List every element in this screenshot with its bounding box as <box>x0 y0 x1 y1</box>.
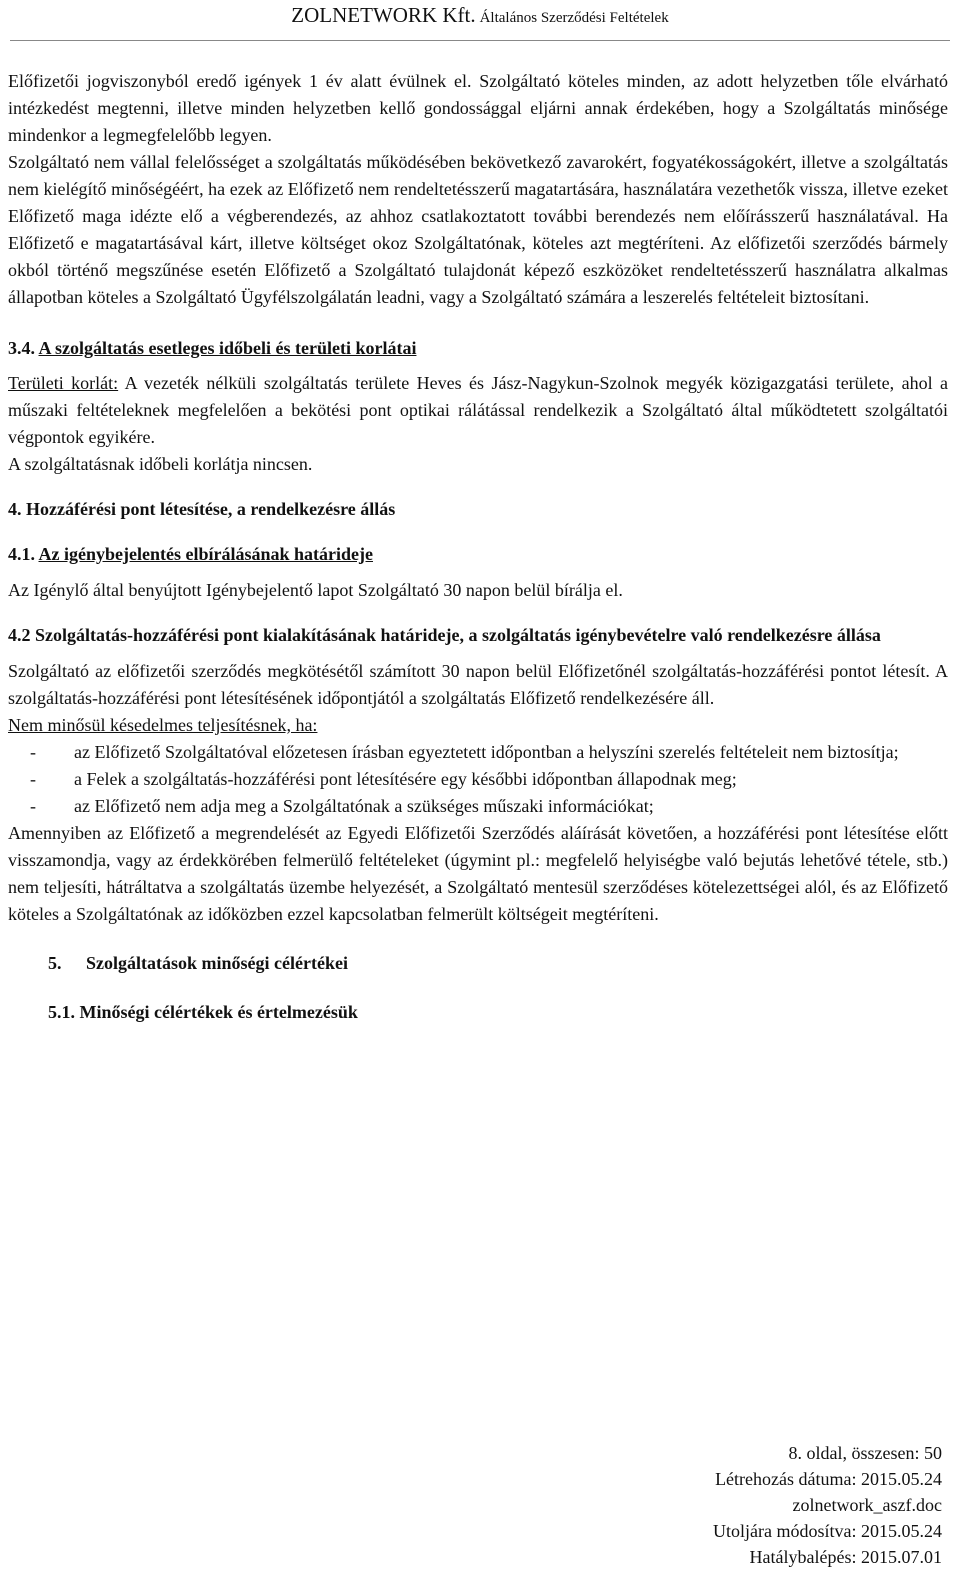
paragraph-not-delay: Nem minősül késedelmes teljesítésnek, ha: <box>8 715 318 735</box>
list-item-text: a Felek a szolgáltatás-hozzáférési pont létesítésére egy későbbi időpontban állapodnak meg; <box>74 769 737 789</box>
heading-3-4-number: 3.4. <box>8 338 35 358</box>
paragraph-cancellation: Amennyiben az Előfizető a megrendelését az Egyedi Előfizetői Szerződés aláírását követően, a hozzáférési pont létesítése előtt visszamondja, vagy az érdekkörében felmerülő feltételeket (úgymint pl.: megfelelő helyiségbe való bejutás lehetővé tétele, stb.) nem teljesíti, hátráltatva a szolgáltatás üzembe helyezését, a Szolgáltató mentesül szerződéses kötelezettségei alól, és az Előfizető köteles a Szolgáltatónak az időközben ezzel kapcsolatban felmerült költségeit megtéríteni. <box>8 823 948 924</box>
heading-4-1-number: 4.1. <box>8 544 35 564</box>
footer-page-count: 8. oldal, összesen: 50 <box>788 1443 942 1463</box>
heading-3-4 <box>8 335 948 362</box>
heading-5-1 <box>8 999 948 1026</box>
footer-created: Létrehozás dátuma: 2015.05.24 <box>715 1469 942 1489</box>
list-item <box>8 793 948 820</box>
page-footer <box>713 1440 942 1570</box>
footer-filename: zolnetwork_aszf.doc <box>792 1495 942 1515</box>
paragraph-claims: Előfizetői jogviszonyból eredő igények 1 év alatt évülnek el. Szolgáltató köteles minden, az adott helyzetben tőle elvárható intézkedést megtenni, illetve minden helyzetben kellő gondossággal eljárni annak érdekében, hogy a Szolgáltatás minősége mindenkor a legmegfelelőbb legyen. <box>8 71 948 145</box>
heading-4-1 <box>8 541 948 568</box>
heading-4: 4. Hozzáférési pont létesítése, a rendelkezésre állás <box>8 499 396 519</box>
paragraph-time-limit: A szolgáltatásnak időbeli korlátja nincsen. <box>8 454 313 474</box>
list-dash: - <box>30 796 36 816</box>
list-dash: - <box>30 742 36 762</box>
paragraph-request-review: Az Igénylő által benyújtott Igénybejelentő lapot Szolgáltató 30 napon belül bírálja el. <box>8 580 623 600</box>
territorial-limit-label: Területi korlát: <box>8 373 119 393</box>
heading-3-4-title: A szolgáltatás esetleges időbeli és területi korlátai <box>38 338 417 358</box>
heading-4-1-title: Az igénybejelentés elbírálásának határideje <box>38 544 373 564</box>
page-header <box>10 0 950 41</box>
list-item-text: az Előfizető Szolgáltatóval előzetesen írásban egyeztetett időpontban a helyszíni szerelés feltételeit nem biztosítja; <box>74 742 899 762</box>
territorial-limit-text: A vezeték nélküli szolgáltatás területe Heves és Jász-Nagykun-Szolnok megyék közigazgatási területe, ahol a műszaki feltételeknek megfelelően a bekötési pont optikai rálátással rendelkezik a Szolgáltató által működtetett szolgáltatói végpontok egyikére. <box>8 373 949 447</box>
heading-5-1-number: 5.1. <box>48 1002 75 1022</box>
heading-5-title: Szolgáltatások minőségi célértékei <box>86 953 348 973</box>
paragraph-access-point: Szolgáltató az előfizetői szerződés megkötésétől számított 30 napon belül Előfizetőnél szolgáltatás-hozzáférési pontot létesít. A szolgáltatás-hozzáférési pont létesítésének időpontjától a szolgáltatás Előfizető rendelkezésére áll. <box>8 661 948 708</box>
heading-4-2-number: 4.2 <box>8 625 31 645</box>
paragraph-territorial-limit <box>8 370 948 451</box>
paragraph-liability: Szolgáltató nem vállal felelősséget a szolgáltatás működésében bekövetkező zavarokért, fogyatékosságokért, illetve a szolgáltatás nem kielégítő minőségéért, ha ezek az Előfizető nem rendeltetésszerű magatartására, használatára vezethetők vissza, illetve ezeket Előfizető maga idézte elő a végberendezés, az ahhoz csatlakoztatott további berendezés nem előírásszerű használatával. Ha Előfizető e magatartásával kárt, illetve költséget okoz Szolgáltatónak, köteles azt megtéríteni. Az előfizetői szerződés bármely okból történő megszűnése esetén Előfizető a Szolgáltató tulajdonát képező eszközöket rendeltetésszerű használatra alkalmas állapotban köteles a Szolgáltató Ügyfélszolgálatán leadni, vagy a Szolgáltató számára a leszerelés feltételeit biztosítani. <box>8 152 948 307</box>
heading-4-2 <box>8 622 948 649</box>
list-item-text: az Előfizető nem adja meg a Szolgáltatónak a szükséges műszaki információkat; <box>74 796 654 816</box>
list-dash: - <box>30 769 36 789</box>
heading-5 <box>8 950 948 977</box>
header-doc-title: Általános Szerződési Feltételek <box>479 10 669 26</box>
footer-effective: Hatálybalépés: 2015.07.01 <box>749 1547 942 1567</box>
list-item <box>8 739 948 766</box>
heading-5-number: 5. <box>48 953 62 973</box>
document-body <box>8 68 948 1026</box>
heading-5-1-title: Minőségi célértékek és értelmezésük <box>79 1002 358 1022</box>
header-org: ZOLNETWORK Kft. <box>291 3 476 27</box>
footer-modified: Utoljára módosítva: 2015.05.24 <box>713 1521 942 1541</box>
list-item <box>8 766 948 793</box>
heading-4-2-title: Szolgáltatás-hozzáférési pont kialakításának határideje, a szolgáltatás igénybevételre való rendelkezésre állása <box>35 625 881 645</box>
